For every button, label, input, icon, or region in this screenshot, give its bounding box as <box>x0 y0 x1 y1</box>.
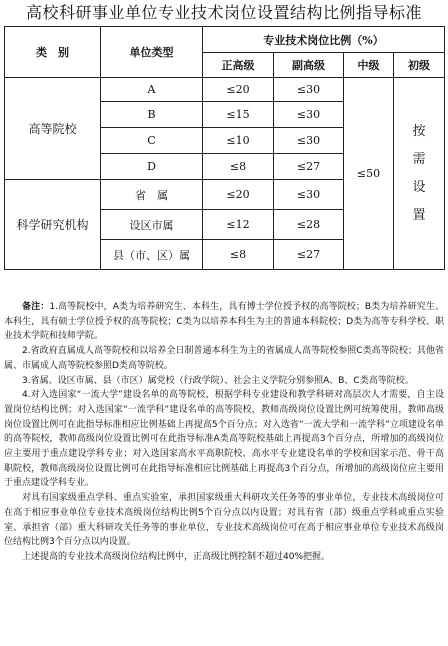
vice-senior-cell: ≤27 <box>274 240 344 270</box>
category-research: 科学研究机构 <box>5 180 101 270</box>
vice-senior-cell: ≤28 <box>274 210 344 240</box>
junior-char: 置 <box>412 207 426 223</box>
junior-char: 需 <box>412 151 426 167</box>
junior-char: 设 <box>412 179 426 195</box>
middle-value: ≤50 <box>344 78 394 270</box>
note-1-text: 1.高等院校中，A类为培养研究生、本科生，具有博士学位授予权的高等院校；B类为培养研究生、本科生，具有硕士学位授予权的高等院校；C类为以培养本科生为主的普通本科院校；D类为高等专科学校、职业技术学院和技师学院。 <box>4 302 444 342</box>
unit-type-cell: D <box>101 154 203 180</box>
senior-cell: ≤10 <box>203 128 274 154</box>
note-6: 上述提高的专业技术高级岗位结构比例中，正高级比例控制不超过40%把握。 <box>22 551 331 562</box>
header-senior: 正高级 <box>203 53 274 78</box>
vice-senior-cell: ≤30 <box>274 128 344 154</box>
senior-cell: ≤20 <box>203 180 274 210</box>
header-unit-type: 单位类型 <box>101 27 203 78</box>
header-category: 类 别 <box>5 27 101 78</box>
vice-senior-cell: ≤27 <box>274 154 344 180</box>
vice-senior-cell: ≤30 <box>274 78 344 102</box>
page-title: 高校科研事业单位专业技术岗位设置结构比例指导标准 <box>25 3 422 22</box>
senior-cell: ≤8 <box>203 154 274 180</box>
category-universities: 高等院校 <box>5 78 101 180</box>
header-junior: 初级 <box>394 53 445 78</box>
note-4: 4.对入选国家“一流大学”建设名单的高等院校，根据学科专业建设和教学科研对高层次人才需要，自主设置岗位结构比例；对入选国家“一流学科”建设名单的高等院校，教师高级岗位设置比例可统筹使用，教师高级岗位设置比例可在此指导标准相应比例基础上再提高5个百分点；对入选省“一流大学和一流学科”立项建设名单的高等院校，教师高级岗位设置比例可在此指导标准A类高等院校基础上再提高3个百分点，所增加的高级岗位应主要用于重点建设学科专业；对入选国家高水平高职院校、高水平专业建设名单的学校和国家示范、骨干高职院校，教师高级岗位设置比例可在此指导标准相应比例基础上再提高3个百分点，所增加的高级岗位应主要用于重点建设学科专业。 <box>4 390 444 489</box>
header-vice-senior: 副高级 <box>274 53 344 78</box>
unit-type-cell: 设区市属 <box>101 210 203 240</box>
note-1 <box>4 300 444 344</box>
junior-value <box>394 78 445 270</box>
unit-type-cell: A <box>101 78 203 102</box>
note-2: 2.省政府直属成人高等院校和以培养全日制普通本科生为主的省属成人高等院校参照C类高等院校；其他省属、市属成人高等院校参照D类高等院校。 <box>4 346 444 371</box>
senior-cell: ≤12 <box>203 210 274 240</box>
note-5: 对具有国家级重点学科、重点实验室，承担国家级重大科研攻关任务等的事业单位，专业技术高级岗位可在高于相应事业单位专业技术高级岗位结构比例5个百分点以内设置；对具有省（部）级重点学科或重点实验室、承担省（部）重大科研攻关任务等的事业单位，专业技术高级岗位可在高于相应事业单位专业技术高级岗位结构比例3个百分点以内设置。 <box>4 493 444 548</box>
senior-cell: ≤8 <box>203 240 274 270</box>
unit-type-cell: B <box>101 102 203 128</box>
vice-senior-cell: ≤30 <box>274 180 344 210</box>
senior-cell: ≤15 <box>203 102 274 128</box>
unit-type-cell: C <box>101 128 203 154</box>
senior-cell: ≤20 <box>203 78 274 102</box>
ratio-table <box>4 26 445 270</box>
header-middle: 中级 <box>344 53 394 78</box>
vice-senior-cell: ≤30 <box>274 102 344 128</box>
unit-type-cell: 县（市、区）属 <box>101 240 203 270</box>
header-ratio: 专业技术岗位比例（%） <box>203 27 445 53</box>
unit-type-cell: 省 属 <box>101 180 203 210</box>
junior-char: 按 <box>412 123 426 139</box>
note-3: 3.省属、设区市属、县（市区）属党校（行政学院）、社会主义学院分别参照A、B、C类高等院校。 <box>22 375 414 386</box>
notes-section <box>4 300 444 565</box>
notes-label: 备注： <box>22 302 50 312</box>
